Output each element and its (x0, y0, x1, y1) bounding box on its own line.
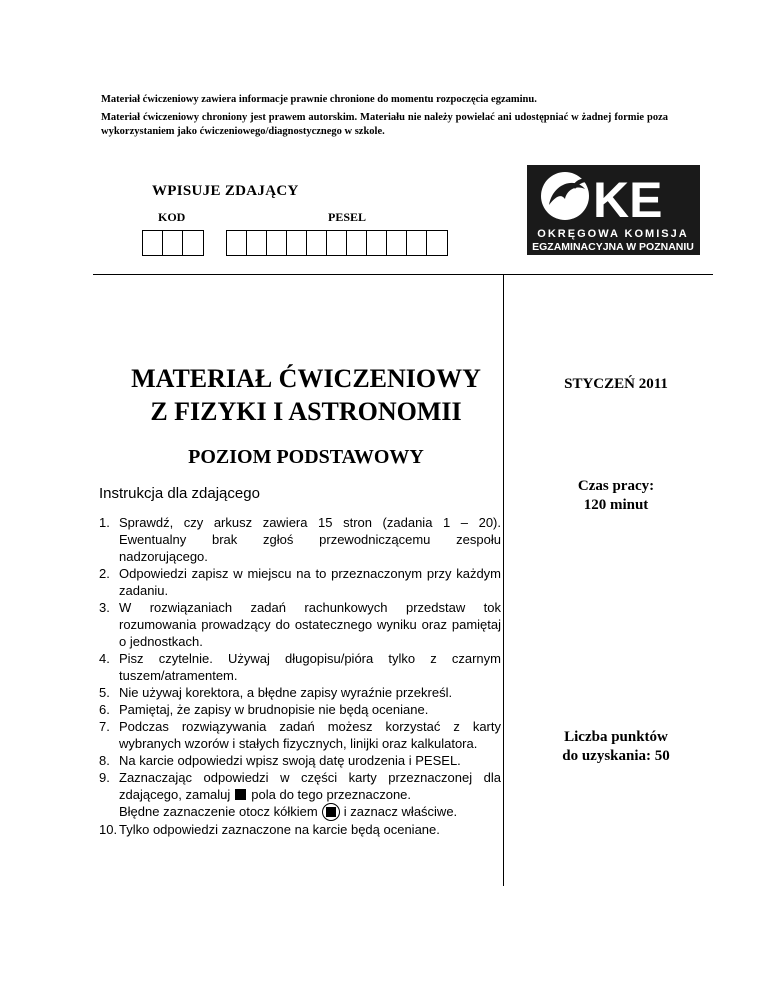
instruction-text-part: Błędne zaznaczenie otocz kółkiem (119, 804, 318, 819)
digit-box[interactable] (387, 231, 407, 255)
instruction-text: Podczas rozwiązywania zadań możesz korzystać z karty wybranych wzorów i stałych fizycznych, linijki oraz kalkulatora. (119, 719, 501, 751)
exam-title-line-2: Z FIZYKI I ASTRONOMII (150, 397, 462, 426)
logo-line-1: OKRĘGOWA KOMISJA (537, 228, 689, 240)
instruction-text-part: Zaznaczając odpowiedzi w części karty przeznaczonej dla zdającego, zamaluj (119, 770, 501, 802)
digit-box[interactable] (347, 231, 367, 255)
kod-label: KOD (158, 210, 186, 224)
duration-label: Czas pracy: (577, 478, 655, 494)
digit-box[interactable] (267, 231, 287, 255)
max-points (520, 728, 712, 766)
instruction-item (99, 565, 501, 599)
instruction-text-part: i zaznacz właściwe. (343, 804, 458, 819)
instructions-list (99, 514, 501, 838)
digit-box[interactable] (227, 231, 247, 255)
instruction-item (99, 821, 501, 838)
instruction-number: 8. (99, 753, 110, 768)
instruction-number: 2. (99, 566, 110, 581)
copyright-notice-1: Materiał ćwiczeniowy zawiera informacje prawnie chronione do momentu rozpoczęcia egzaminu. (101, 94, 537, 105)
instruction-number: 7. (99, 719, 110, 734)
digit-box[interactable] (247, 231, 267, 255)
instruction-text: Tylko odpowiedzi zaznaczone na karcie będą oceniane. (119, 822, 440, 837)
exam-title (100, 362, 512, 428)
exam-date: STYCZEŃ 2011 (564, 376, 668, 392)
digit-box[interactable] (327, 231, 347, 255)
pesel-input-boxes[interactable] (226, 230, 448, 256)
instruction-number: 3. (99, 600, 110, 615)
circled-square-icon (322, 803, 340, 821)
instruction-item (99, 718, 501, 752)
logo-letters: KE (593, 172, 663, 228)
instructions-title: Instrukcja dla zdającego (99, 485, 260, 502)
horizontal-divider (93, 274, 713, 275)
logo-line-2: EGZAMINACYJNA W POZNANIU (532, 241, 694, 253)
digit-box[interactable] (307, 231, 327, 255)
digit-box[interactable] (163, 231, 183, 255)
instruction-text: Pisz czytelnie. Używaj długopisu/pióra tylko z czarnym tuszem/atramentem. (119, 651, 501, 683)
instruction-number: 5. (99, 685, 110, 700)
instruction-text: Pamiętaj, że zapisy w brudnopisie nie będą oceniane. (119, 702, 429, 717)
kod-input-boxes[interactable] (142, 230, 204, 256)
candidate-section-heading: WPISUJE ZDAJĄCY (152, 183, 299, 199)
exam-title-line-1: MATERIAŁ ĆWICZENIOWY (131, 364, 481, 393)
copyright-notice-2: Materiał ćwiczeniowy chroniony jest prawem autorskim. Materiału nie należy powielać ani udostępniać w żadnej formie poza wykorzystaniem jako ćwiczeniowego/diagnostycznego w szkole. (101, 112, 668, 137)
instruction-item (99, 599, 501, 650)
instruction-number: 10. (99, 822, 118, 837)
digit-box[interactable] (407, 231, 427, 255)
points-value: do uzyskania: 50 (562, 748, 670, 764)
exam-duration (520, 477, 712, 515)
instruction-text: Sprawdź, czy arkusz zawiera 15 stron (zadania 1 – 20). Ewentualny brak zgłoś przewodniczącemu zespołu nadzorującego. (119, 515, 501, 564)
instruction-item (99, 752, 501, 769)
digit-box[interactable] (427, 231, 447, 255)
instruction-text: Nie używaj korektora, a błędne zapisy wyraźnie przekreśl. (119, 685, 453, 700)
instruction-item (99, 701, 501, 718)
instruction-number: 9. (99, 770, 110, 785)
digit-box[interactable] (143, 231, 163, 255)
instruction-text (119, 769, 501, 821)
duration-value: 120 minut (583, 497, 649, 513)
instruction-text: W rozwiązaniach zadań rachunkowych przedstaw tok rozumowania prowadzący do ostatecznego wyniku oraz pamiętaj o jednostkach. (119, 600, 501, 649)
instruction-number: 6. (99, 702, 110, 717)
instruction-number: 4. (99, 651, 110, 666)
instruction-item (99, 514, 501, 565)
oke-logo-icon (527, 165, 700, 255)
instruction-text: Odpowiedzi zapisz w miejscu na to przeznaczonym przy każdym zadaniu. (119, 566, 501, 598)
pesel-label: PESEL (328, 210, 367, 224)
filled-square-icon (235, 789, 246, 800)
oke-logo (527, 165, 700, 255)
instruction-item (99, 650, 501, 684)
digit-box[interactable] (367, 231, 387, 255)
instruction-item (99, 684, 501, 701)
points-label: Liczba punktów (564, 729, 668, 745)
instruction-item (99, 769, 501, 821)
instruction-text-part: pola do tego przeznaczone. (251, 787, 412, 802)
digit-box[interactable] (183, 231, 203, 255)
instruction-number: 1. (99, 515, 110, 530)
exam-level: POZIOM PODSTAWOWY (188, 446, 424, 468)
digit-box[interactable] (287, 231, 307, 255)
instruction-text: Na karcie odpowiedzi wpisz swoją datę urodzenia i PESEL. (119, 753, 461, 768)
